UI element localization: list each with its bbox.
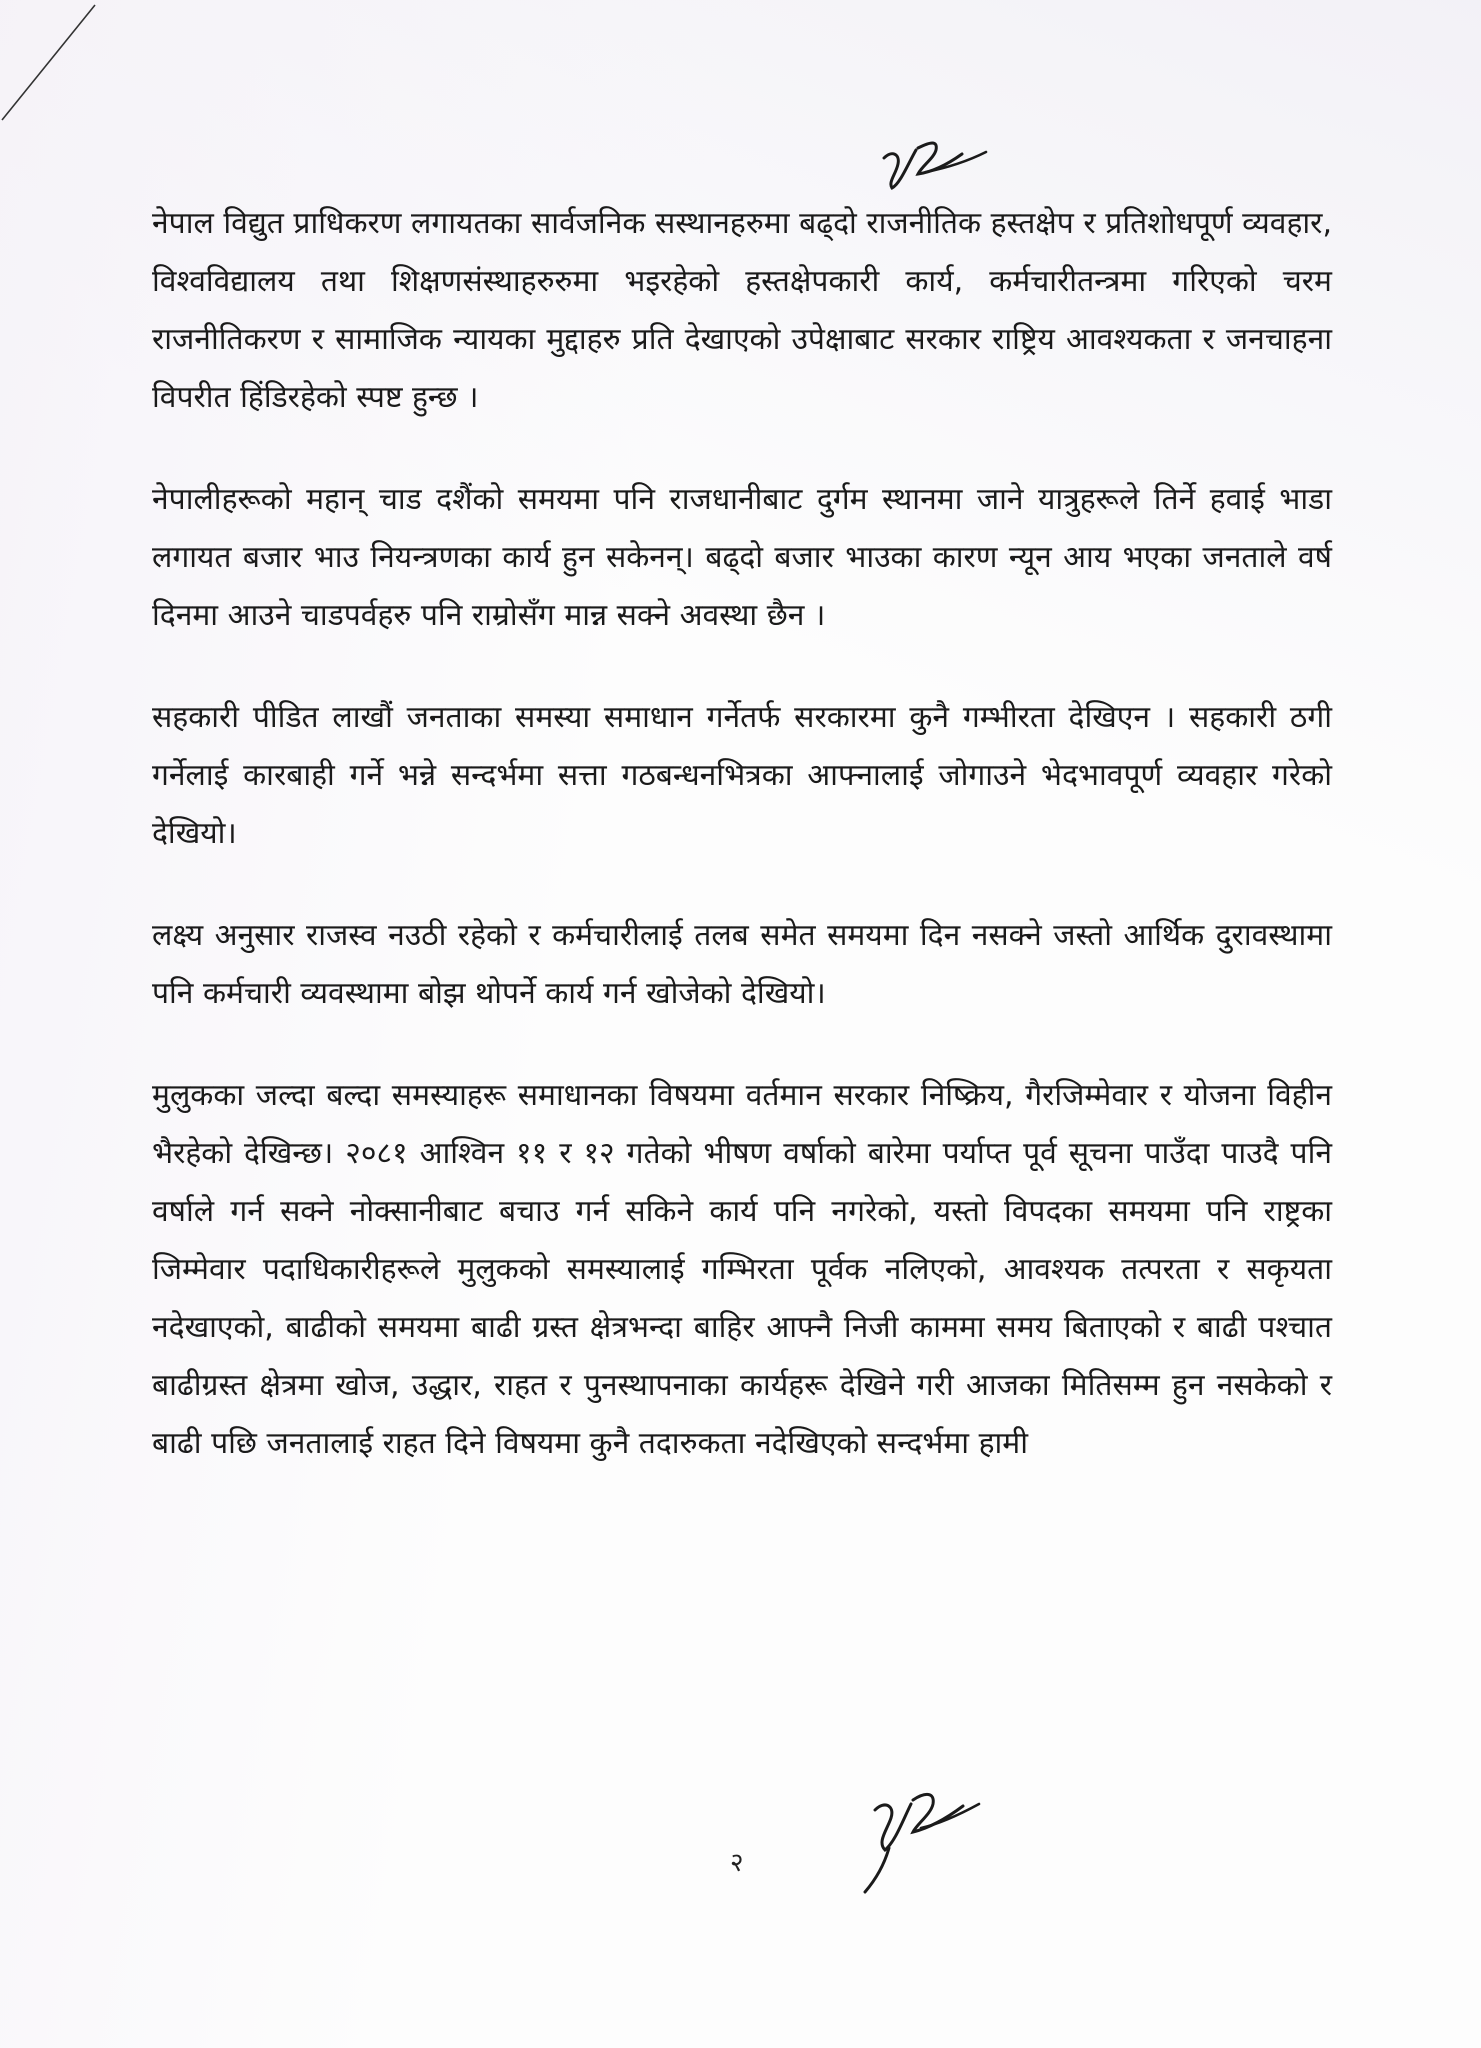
page-number: २	[730, 1848, 744, 1878]
initial-signature-top	[878, 120, 998, 200]
paragraph-1: नेपाल विद्युत प्राधिकरण लगायतका सार्वजनिक सस्थानहरुमा बढ्दो राजनीतिक हस्तक्षेप र प्रतिशोधपूर्ण व्यवहार, विश्वविद्यालय तथा शिक्षणसंस्थाहरुरुमा भइरहेको हस्तक्षेपकारी कार्य, कर्मचारीतन्त्रमा गरिएको चरम राजनीतिकरण र सामाजिक न्यायका मुद्दाहरु प्रति देखाएको उपेक्षाबाट सरकार राष्ट्रिय आवश्यकता र जनचाहना विपरीत हिंडिरहेको स्पष्ट हुन्छ ।	[152, 206, 1332, 415]
paragraph-3: सहकारी पीडित लाखौं जनताका समस्या समाधान गर्नेतर्फ सरकारमा कुनै गम्भीरता देखिएन । सहकारी ठगी गर्नेलाई कारबाही गर्ने भन्ने सन्दर्भमा सत्ता गठबन्धनभित्रका आफ्नालाई जोगाउने भेदभावपूर्ण व्यवहार गरेको देखियो।	[152, 700, 1332, 851]
paragraph-2: नेपालीहरूको महान् चाड दशैंको समयमा पनि राजधानीबाट दुर्गम स्थानमा जाने यात्रुहरूले तिर्ने हवाई भाडा लगायत बजार भाउ नियन्त्रणका कार्य हुन सकेनन्। बढ्दो बजार भाउका कारण न्यून आय भएका जनताले वर्ष दिनमा आउने चाडपर्वहरु पनि राम्रोसँग मान्न सक्ने अवस्था छैन ।	[152, 482, 1332, 633]
paragraph-4: लक्ष्य अनुसार राजस्व नउठी रहेको र कर्मचारीलाई तलब समेत समयमा दिन नसक्ने जस्तो आर्थिक दुरावस्थामा पनि कर्मचारी व्यवस्थामा बोझ थोपर्ने कार्य गर्न खोजेको देखियो।	[152, 918, 1332, 1011]
letter-body	[152, 195, 1332, 1517]
paragraph-5: मुलुकका जल्दा बल्दा समस्याहरू समाधानका विषयमा वर्तमान सरकार निष्क्रिय, गैरजिम्मेवार र योजना विहीन भैरहेको देखिन्छ। २०८१ आश्विन ११ र १२ गतेको भीषण वर्षाको बारेमा पर्याप्त पूर्व सूचना पाउँदा पाउदै पनि वर्षाले गर्न सक्ने नोक्सानीबाट बचाउ गर्न सकिने कार्य पनि नगरेको, यस्तो विपदका समयमा पनि राष्ट्रका जिम्मेवार पदाधिकारीहरूले मुलुकको समस्यालाई गम्भिरता पूर्वक नलिएको, आवश्यक तत्परता र सकृयता नदेखाएको, बाढीको समयमा बाढी ग्रस्त क्षेत्रभन्दा बाहिर आफ्नै निजी काममा समय बिताएको र बाढी पश्चात बाढीग्रस्त क्षेत्रमा खोज, उद्धार, राहत र पुनस्थापनाका कार्यहरू देखिने गरी आजका मितिसम्म हुन नसकेको र बाढी पछि जनतालाई राहत दिने विषयमा कुनै तदारुकता नदेखिएको सन्दर्भमा हामी	[152, 1078, 1332, 1461]
corner-fold-line	[0, 0, 120, 140]
initial-signature-bottom	[855, 1770, 995, 1900]
